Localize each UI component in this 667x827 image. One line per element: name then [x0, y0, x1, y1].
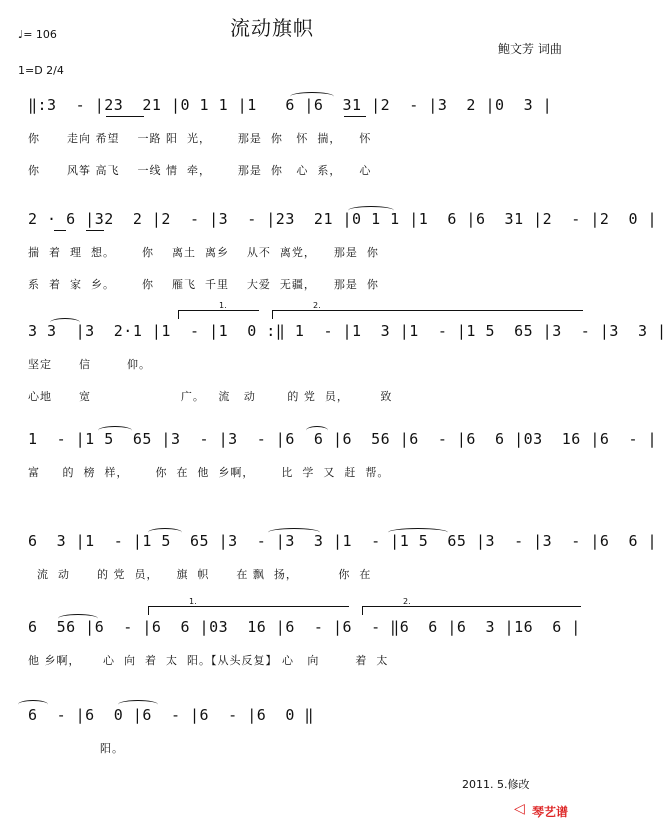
tie-slur — [148, 528, 182, 537]
volta-first-ending — [148, 597, 349, 615]
volta-first-label: 1. — [219, 301, 227, 310]
notation-line: 3 3 |3 2·1 |1 - |1 0 :‖ 1 - |1 3 |1 - |1 5 65 |3 - |3 3 | — [28, 322, 667, 340]
key-signature: 1=D 2/4 — [18, 64, 64, 77]
tie-slur — [58, 614, 98, 623]
score-row-7 — [28, 706, 580, 816]
tempo-marking: ♩= 106 — [18, 28, 57, 41]
lyric-verse-1: 富 的 榜 样， 你 在 他 乡啊， 比 学 又 赶 帮。 — [28, 466, 390, 479]
tie-slur — [290, 92, 334, 101]
lyric-verse-1: 他 乡啊， 心 向 着 太 阳。【从头反复】 心 向 着 太 — [28, 654, 389, 667]
score-row-2 — [28, 210, 658, 320]
notation-line: ‖:3 - |23 21 |0 1 1 |1 6 |6 31 |2 - |3 2 |0 3 | — [28, 96, 553, 114]
beam-line — [106, 116, 144, 117]
score-row-1 — [28, 96, 580, 206]
notation-line: 1 - |1 5 65 |3 - |3 - |6 6 |6 56 |6 - |6 6 |03 16 |6 - | — [28, 430, 658, 448]
lyric-verse-2: 心地 宽 广。 流 动 的 党 员， 致 — [28, 390, 393, 403]
beam-line — [86, 230, 104, 231]
volta-second-ending — [362, 597, 581, 615]
beam-line — [54, 230, 66, 231]
tie-slur — [118, 700, 158, 709]
tie-slur — [18, 700, 48, 709]
notation-line: 6 - |6 0 |6 - |6 - |6 0 ‖ — [28, 706, 314, 724]
tie-slur — [50, 318, 80, 327]
volta-second-label: 2. — [403, 597, 411, 606]
revision-note: 2011. 5.修改 — [462, 778, 530, 791]
tie-slur — [388, 528, 448, 537]
notation-line: 2 · 6 |32 2 |2 - |3 - |23 21 |0 1 1 |1 6 |6 31 |2 - |2 0 | — [28, 210, 658, 228]
logo-icon: ◁ — [514, 801, 525, 817]
lyric-verse-1: 坚定 信 仰。 — [28, 358, 151, 371]
tie-slur — [306, 426, 328, 435]
volta-second-label: 2. — [313, 301, 321, 310]
volta-second-ending — [272, 301, 583, 319]
notation-line: 6 3 |1 - |1 5 65 |3 - |3 3 |1 - |1 5 65 |3 - |3 - |6 6 | — [28, 532, 658, 550]
lyric-verse-1: 揣 着 理 想。 你 离土 离乡 从不 离党， 那是 你 — [28, 246, 379, 259]
score-row-3 — [28, 301, 667, 432]
tie-slur — [98, 426, 132, 435]
lyric-verse-1: 你 走向 希望 一路 阳 光， 那是 你 怀 揣， 怀 — [28, 132, 372, 145]
tie-slur — [268, 528, 320, 537]
lyric-verse-2: 你 风筝 高飞 一线 情 牵， 那是 你 心 系， 心 — [28, 164, 372, 177]
lyric-verse-1: 流 动 的 党 员， 旗 帜 在 飘 扬， 你 在 — [28, 568, 372, 581]
beam-line — [344, 116, 366, 117]
lyric-verse-2: 系 着 家 乡。 你 雁飞 千里 大爱 无疆， 那是 你 — [28, 278, 379, 291]
tie-slur — [348, 206, 394, 215]
lyric-verse-1: 阳。 — [28, 742, 124, 755]
volta-first-label: 1. — [189, 597, 197, 606]
song-title: 流动旗帜 — [230, 16, 314, 40]
score-row-4 — [28, 430, 658, 540]
notation-line: 6 56 |6 - |6 6 |03 16 |6 - |6 - ‖6 6 |6 3 |16 6 | — [28, 618, 581, 636]
site-logo: 琴艺谱 — [532, 805, 569, 819]
volta-first-ending — [178, 301, 259, 319]
author-credit: 鲍文芳 词曲 — [498, 42, 562, 56]
